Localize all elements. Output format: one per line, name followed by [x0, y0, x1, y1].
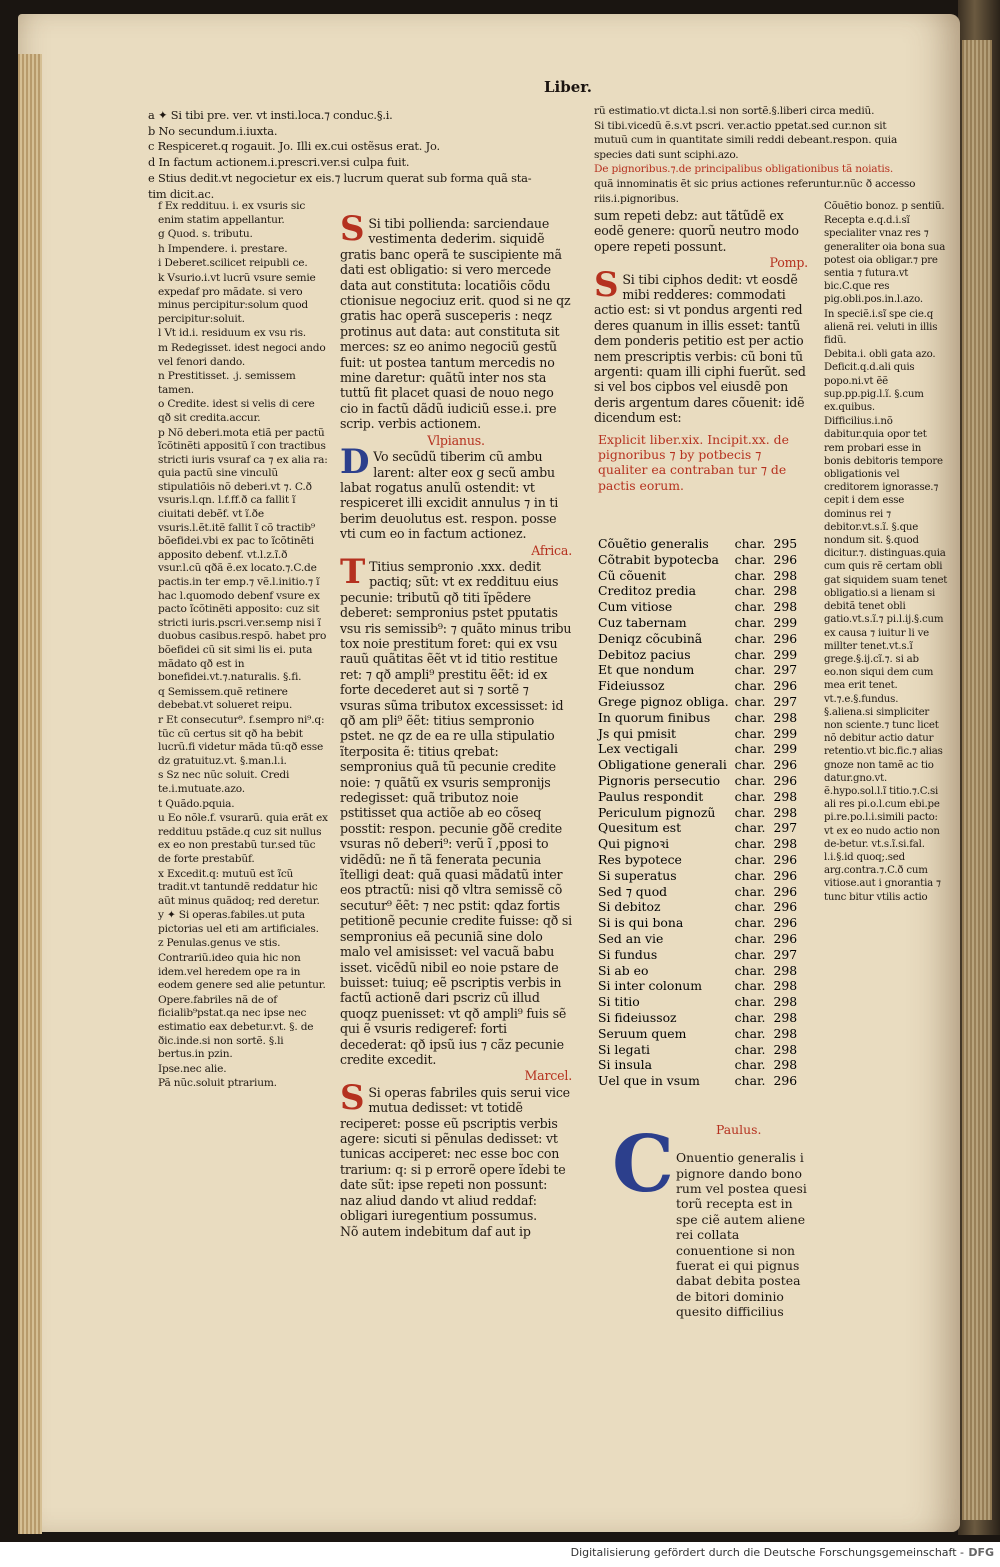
index-ch: char. — [734, 994, 766, 1010]
gloss-note: Cõuẽtio bonoz. p sentiũ. — [824, 201, 945, 212]
law-paragraph: S Si tibi ciphos dedit: vt eosdẽ mibi redderes: commodati actio est: si vt pondus argenti red deres quanum in illis esset: tantũ dem ponderis petitio est per actio nem prescriptis verbis: cũ boni tũ argenti: quam illi ciphi fuerũt. sed si vel bos cipbos vel eiusdẽ pon deris argentum dares cõuenit: idẽ dicendum est: — [594, 264, 806, 426]
index-row — [598, 741, 803, 757]
law-paragraph: Nõ autem indebitum daf aut ip — [340, 1224, 531, 1240]
index-ch: char. — [734, 1057, 766, 1073]
index-entry: Debitoz pacius — [598, 646, 691, 662]
index-row — [598, 931, 803, 947]
index-entry: Seruum quem — [598, 1025, 687, 1041]
index-entry: Qui pignoꝛi — [598, 836, 670, 852]
index-entry: Sed ⁊ quod — [598, 883, 668, 899]
index-num: 298 — [773, 599, 798, 615]
index-entry: Quesitum est — [598, 820, 682, 836]
gloss-line: a ✦ Si tibi pre. ver. vt insti.loca.⁊ conduc.§.i. — [148, 108, 393, 122]
chapter-index — [598, 536, 803, 1089]
gloss-note: t Quãdo.pquia. — [158, 797, 235, 810]
index-entry: Pignoris persecutio — [598, 772, 721, 788]
index-num: 299 — [773, 741, 798, 757]
index-row — [598, 631, 803, 647]
index-entry: Cõuẽtio generalis — [598, 536, 709, 551]
index-ch: char. — [734, 851, 766, 867]
law-paragraph: T Titius sempronio .xxx. dedit pactiq; sũt: vt ex reddituu eius pecunie: tributũ qð titi ĩpẽdere deberet: sempronius pstet pputatis vsu ris semissib⁹: ⁊ quãto minus tribu tox noie prestitum foret: qui ex vsu rauũ quãtitas ẽẽt vt id titio restitue ret: ⁊ qð ampli⁹ prestitu ẽẽt: id ex forte decederet aut si ⁊ sortẽ ⁊ vsuras sũma tributox excessisset: id qð am pli⁹ ẽẽt: titius sempronio pstet. ne qz de ea re ulla stipulatio ĩterposita ẽ: titius qrebat: sempronius quã tũ pecunie credite noie: ⁊ quãtũ ex vsuris sempronijs redegisset: quã tributoz noie pstitisset qua actiõe ab eo cõseq posstit: respon. pecunie gðẽ credite vsuras nõ deberi⁹: verũ ĩ ,pposi to vidẽdũ: ne ñ tã fenerata pecunia ĩtelligi deat: quã quasi mãdatũ inter eos ptractũ: nisi qð vltra semissẽ cõ secutur⁹ ẽẽt: ⁊ nec pstit: qdaz fortis petitionẽ pecunie credite fuisse: qð si sempronius eã pecuniã sine dolo malo vel amisisset: vel vacuã babu isset. vicẽdũ nibil eo noie pstare de buisset: tuiuq; eẽ pscriptis verbis in factũ actionẽ dari pscriz cũ illud quoqz puenisset: vt qð ampli⁹ fuis sẽ qui ẽ vsuris redigeref: forti decederat: qð ipsũ ius ⁊ cãz pecunie credite excedit. — [340, 551, 573, 1067]
gloss-note: Difficilius.i.nõ dabitur.quia opor tet rem probari esse in bonis debitoris tempore obligationis vel creditorem ignorasse.⁊ cepit i dem esse dominus rei ⁊ debitor.vt.s.ĩ. §.que nondum sit. §.quod dicitur.⁊. distinguas.quia cum quis rẽ certam obli gat siquidem suam tenet obligatio.si a lienam si debitã tenet obli gatio.vt.s.ĩ.⁊ pi.l.ij.§.cum ex causa ⁊ iuitur li ve millter tenet.vt.s.ĩ grege.§.ij.cĩ.⁊. si ab eo.non siqui dem cum mea erit tenet. vt.⁊.e.§.fundus. §.aliena.si simpliciter non sciente.⁊ tunc licet nõ debitur actio datur retentio.vt bic.fic.⁊ alias gnoze non tamẽ ac tio datur.gno.vt. ẽ.hypo.sol.l.ĩ titio.⁊.C.si ali res pi.o.l.cum ebi.pe pi.re.po.l.i.simili pacto: vt ex eo nudo actio non de-betur. vt.s.ĩ.si.fal. l.i.§.id quoq;.sed arg.contra.⁊.C.ð cum vitiose.aut i gnorantia ⁊ tunc bitur vtilis actio — [824, 416, 948, 903]
index-ch: char. — [734, 915, 766, 931]
index-ch: char. — [734, 1073, 766, 1089]
index-num: 296 — [773, 883, 798, 899]
index-num: 298 — [773, 804, 798, 820]
gloss-note: k Vsurio.i.vt lucrũ vsure semie expedaf pro mãdate. si vero minus percipitur:solum quod percipitur:soluit. — [158, 271, 316, 325]
index-ch: char. — [734, 1025, 766, 1041]
index-ch: char. — [734, 551, 766, 567]
index-row — [598, 615, 803, 631]
index-num: 296 — [773, 772, 798, 788]
index-num: 296 — [773, 551, 798, 567]
index-num: 298 — [773, 583, 798, 599]
index-row — [598, 773, 803, 789]
index-num: 298 — [773, 709, 798, 725]
index-entry: Creditoz predia — [598, 583, 697, 599]
index-row — [598, 884, 803, 900]
index-ch: char. — [734, 899, 766, 915]
index-entry: Si ab eo — [598, 962, 649, 978]
index-entry: Si is qui bona — [598, 915, 684, 931]
index-num: 298 — [773, 994, 798, 1010]
index-num: 297 — [773, 946, 798, 962]
gloss-line: d In factum actionem.i.prescri.ver.si culpa fuit. — [148, 155, 410, 170]
law-paragraph: S Si operas fabriles quis serui vice mutua dedisset: vt totidẽ reciperet: posse eũ pscriptis verbis agere: sicuti si pẽnulas dedisset: vt tunicas acciperet: nec esse boc con trarium: q: si p errorẽ opere ĩdebi te date sũt: ipse repeti non possunt: naz aliud dando vt aliud reddaf: obligari iuregentium possumus. — [340, 1077, 570, 1223]
gloss-top-right — [594, 105, 942, 207]
index-row — [598, 963, 803, 979]
index-row — [598, 1026, 803, 1042]
gloss-line: Si tibi.vicedũ ẽ.s.vt pscri. ver.actio ppetat.sed cur.non sit — [594, 119, 887, 132]
index-ch: char. — [734, 1041, 766, 1057]
index-row — [598, 805, 803, 821]
index-row — [598, 694, 803, 710]
law-paragraph: S Si tibi pollienda: sarciendaue vestimenta dederim. siquidẽ gratis banc operã te suscipiente mã dati est obligatio: si vero mercede data aut constituta: locatiõis cõdu ctionisue negociuz erit. quod si ne qz gratis hac operã susceperis : neqz protinus aut data: aut constituta sit merces: sz eo animo negociũ gestũ fuit: ut postea tantum mercedis no mine daretur: quãtũ inter nos sta tuttũ fit placet quasi de nouo nego cio in factũ dãdũ iudiciũ esse.i. pre scrip. verbis actionem. — [340, 209, 571, 432]
jurist-name: Paulus. — [716, 1122, 762, 1138]
dfg-logo: DFG — [968, 1546, 994, 1559]
index-row — [598, 978, 803, 994]
index-row — [598, 647, 803, 663]
index-num: 296 — [773, 915, 798, 931]
index-table — [598, 536, 803, 1089]
index-ch: char. — [734, 741, 766, 757]
gloss-note: x Excedit.q: mutuũ est ĩcũ tradit.vt tantundẽ reddatur hic aũt minus quãdoq; red deretur. — [158, 867, 320, 907]
index-num: 299 — [773, 646, 798, 662]
index-entry: Cũ cõuenit — [598, 567, 667, 583]
gloss-left-column — [158, 200, 328, 1092]
index-row — [598, 599, 803, 615]
index-row — [598, 662, 803, 678]
index-num: 298 — [773, 1025, 798, 1041]
gloss-note: u Eo nõle.f. vsurarũ. quia erãt ex reddituu pstãde.q cuz sit nullus ex eo non prestabũ tur.sed tũc de forte prestabũf. — [158, 812, 328, 865]
law-paragraph: D Vo secũdũ tiberim cũ ambu larent: alter eox g secũ ambu labat rogatus anulũ ostendit: vt respiceret illi excidit annulus ⁊ in ti berim deuolutus est. respon. posse vti cum eo in factum actionez. — [340, 442, 559, 542]
index-row — [598, 994, 803, 1010]
index-row — [598, 947, 803, 963]
gloss-line: species dati sunt sciphi.azo. — [594, 148, 739, 161]
index-entry: Si superatus — [598, 867, 677, 883]
index-ch: char. — [734, 978, 766, 994]
index-ch: char. — [734, 757, 766, 773]
index-num: 295 — [773, 536, 798, 551]
index-entry: Grege pignoz obliga. — [598, 693, 729, 709]
index-ch: char. — [734, 536, 766, 551]
jurist-name: Vlpianus. — [427, 432, 485, 448]
index-num: 298 — [773, 1041, 798, 1057]
gloss-note: l Vt id.i. residuum ex vsu ris. — [158, 327, 306, 340]
index-entry: Paulus respondit — [598, 788, 704, 804]
index-entry: Si debitoz — [598, 899, 661, 915]
index-row — [598, 836, 803, 852]
index-entry: Cõtrabit bypotecba — [598, 551, 719, 567]
index-entry: Si titio — [598, 994, 640, 1010]
index-num: 298 — [773, 978, 798, 994]
index-ch: char. — [734, 678, 766, 694]
gloss-note: In speciẽ.i.sĩ spe cie.q alienã rei. veluti in illis fidũ. — [824, 308, 938, 347]
index-ch: char. — [734, 709, 766, 725]
explicit-rubric: Explicit liber.xix. Incipit.xx. de pignoribus ⁊ by potbecis ⁊ qualiter ea contraban tur ⁊ de pactis eorum. — [598, 432, 789, 493]
index-ch: char. — [734, 583, 766, 599]
index-num: 298 — [773, 1057, 798, 1073]
index-row — [598, 1010, 803, 1026]
initial-S: S — [594, 264, 619, 305]
index-row — [598, 820, 803, 836]
gloss-note: y ✦ Si operas.fabiles.ut puta pictorias uel eti am artificiales. — [158, 909, 319, 935]
index-row — [598, 536, 803, 552]
jurist-name: Africa. — [531, 542, 572, 558]
index-num: 297 — [773, 662, 798, 678]
gloss-line: riis.i.pignoribus. — [594, 192, 679, 205]
index-ch: char. — [734, 820, 766, 836]
index-ch: char. — [734, 930, 766, 946]
index-num: 297 — [773, 693, 798, 709]
index-num: 299 — [773, 614, 798, 630]
footer-credit: Digitalisierung gefördert durch die Deutsche Forschungsgemeinschaft - — [570, 1546, 964, 1559]
index-ch: char. — [734, 962, 766, 978]
gloss-note: m Redegisset. idest negoci ando vel fenori dando. — [158, 341, 326, 368]
gloss-note: Pã nũc.soluit ptrarium. — [158, 1077, 277, 1090]
index-ch: char. — [734, 772, 766, 788]
main-text-right — [594, 208, 808, 427]
initial-S: S — [340, 209, 365, 249]
jurist-name: Pomp. — [769, 255, 808, 271]
index-num: 296 — [773, 867, 798, 883]
index-ch: char. — [734, 693, 766, 709]
gloss-note: p Nõ deberi.mota etiã per pactũ ĩcõtinẽti appositũ ĩ con tractibus stricti iuris vsuraf ca ⁊ ex alia ra: quia pactũ sine vinculũ stipulatiõis nõ deberi.vt ⁊. C.ð vsuris.l.qn. l.f.ff.ð ca fallit ĩ ciuitati debẽf. vt ĩ.ðe vsuris.l.ẽt.itẽ fallit ĩ cõ tractib⁹ bõefidei.vbi ex pac to ĩcõtinẽti apposito debenf. vt.l.z.ĩ.ð vsur.l.cũ qðã ẽ.ex locato.⁊.C.de pactis.in ter emp.⁊ vẽ.l.initio.⁊ ĩ hac l.quomodo debenf vsure ex pacto ĩcõtinẽti apposito: cuz sit stricti iuris.pscri.ver.semp nisi ĩ duobus casibus.respõ. habet pro bõefidei cũ sit simi lis ei. puta mãdato qð est in bonefidei.vt.⁊.naturalis. §.fi. — [158, 426, 328, 684]
gloss-line: b No secundum.i.iuxta. — [148, 123, 278, 138]
next-page-edge — [962, 40, 992, 1520]
index-ch: char. — [734, 662, 766, 678]
gloss-line: mutuũ cum in quantitate simili reddi debeant.respon. quia — [594, 134, 898, 147]
gloss-note: n Prestitisset. .j. semissem tamen. — [158, 370, 296, 396]
index-num: 296 — [773, 851, 798, 867]
index-ch: char. — [734, 1009, 766, 1025]
index-num: 298 — [773, 788, 798, 804]
index-num: 298 — [773, 836, 798, 852]
gloss-line: tim dicit.ac. — [148, 186, 214, 201]
gloss-note: g Quod. s. tributu. — [158, 228, 253, 241]
index-ch: char. — [734, 836, 766, 852]
gloss-line: c Respiceret.q rogauit. Jo. Illi ex.cui ostẽsus erat. Jo. — [148, 139, 440, 154]
index-ch: char. — [734, 646, 766, 662]
gloss-note: i Deberet.scilicet reipubli ce. — [158, 257, 308, 270]
gloss-note: r Et consecutur⁹. f.sempro ni⁹.q: tũc cũ certus sit qð ha bebit lucrũ.fi videtur mãda tũ:qð esse dz gratuituz.vt. §.man.l.i. — [158, 713, 325, 767]
index-entry: Lex vectigali — [598, 741, 678, 757]
index-row — [598, 1042, 803, 1058]
index-entry: Sed an vie — [598, 930, 664, 946]
index-row — [598, 710, 803, 726]
running-head: Liber. — [544, 78, 593, 96]
index-entry: Si legati — [598, 1041, 650, 1057]
index-row — [598, 789, 803, 805]
index-entry: Et que nondum — [598, 662, 695, 678]
index-ch: char. — [734, 883, 766, 899]
index-entry: Si inter colonum — [598, 978, 703, 994]
main-text-center — [340, 209, 573, 1241]
gloss-note: o Credite. idest si velis di cere qð sit credita.accur. — [158, 398, 315, 424]
index-row — [598, 915, 803, 931]
index-row — [598, 678, 803, 694]
index-num: 296 — [773, 757, 798, 773]
initial-C-blue: C — [612, 1119, 675, 1210]
gloss-note: Contrariũ.ideo quia hic non idem.vel heredem ope ra in eodem genere sed alie petuntur. — [158, 952, 326, 992]
initial-T: T — [340, 551, 366, 592]
gloss-right-column — [824, 200, 948, 905]
index-ch: char. — [734, 788, 766, 804]
gloss-note: z Penulas.genus ve stis. — [158, 937, 281, 950]
gloss-note: Opere.fabriles nã de of ficialib⁹pstat.qa nec ipse nec estimatio eax debetur.vt. §. de ðic.inde.si non sortẽ. §.li bertus.in pzin. — [158, 993, 314, 1061]
footer-bar — [0, 1542, 1000, 1567]
law-paragraph: sum repeti debz: aut tãtũdẽ ex eodẽ genere: quorũ neutro modo opere repeti possunt. — [594, 208, 799, 254]
index-entry: Res bypotece — [598, 851, 682, 867]
initial-S: S — [340, 1077, 365, 1118]
gloss-top — [148, 108, 568, 202]
index-num: 298 — [773, 1009, 798, 1025]
gloss-note: f Ex reddituu. i. ex vsuris sic enim statim appellantur. — [158, 200, 306, 226]
index-entry: Si fideiussoz — [598, 1009, 677, 1025]
index-num: 299 — [773, 725, 798, 741]
index-entry: Cuz tabernam — [598, 614, 687, 630]
index-num: 296 — [773, 930, 798, 946]
gloss-note: h Impendere. i. prestare. — [158, 242, 288, 255]
gloss-note: Recepta e.q.d.i.sĩ specialiter vnaz res ⁊ generaliter oia bona sua potest oia obligar.⁊ pre sentia ⁊ futura.vt bic.C.que res pig.obli.pos.in.l.azo. — [824, 215, 946, 306]
index-num: 296 — [773, 678, 798, 694]
index-entry: Periculum pignozũ — [598, 804, 716, 820]
index-row — [598, 757, 803, 773]
gloss-line: De pignoribus.⁊.de principalibus obligationibus tã noiatis. — [594, 163, 894, 176]
page-stack-edge — [18, 54, 42, 1534]
jurist-name: Marcel. — [524, 1068, 572, 1084]
gloss-note: s Sz nec nũc soluit. Credi te.i.mutuate.azo. — [158, 769, 290, 795]
index-row — [598, 726, 803, 742]
index-entry: Js qui pmisit — [598, 725, 677, 741]
gloss-note: Debita.i. obli gata azo. Deficit.q.d.ali quis popo.ni.vt ẽẽ sup.pp.pig.l.ĩ. §.cum ex.quibus. — [824, 349, 936, 414]
index-entry: Si insula — [598, 1057, 653, 1073]
index-row — [598, 899, 803, 915]
index-entry: In quorum finibus — [598, 709, 711, 725]
index-num: 298 — [773, 567, 798, 583]
index-ch: char. — [734, 725, 766, 741]
index-num: 296 — [773, 899, 798, 915]
index-row — [598, 1057, 803, 1073]
index-row — [598, 552, 803, 568]
initial-D: D — [340, 442, 370, 483]
index-num: 298 — [773, 962, 798, 978]
index-entry: Obligatione generali — [598, 757, 727, 773]
index-entry: Deniqz cõcubinã — [598, 630, 703, 646]
index-row — [598, 868, 803, 884]
index-entry: Fideiussoz — [598, 678, 665, 694]
index-ch: char. — [734, 567, 766, 583]
index-ch: char. — [734, 599, 766, 615]
index-ch: char. — [734, 804, 766, 820]
gloss-line: rũ estimatio.vt dicta.l.si non sortẽ.§.liberi circa mediũ. — [594, 105, 875, 117]
index-ch: char. — [734, 630, 766, 646]
index-entry: Cum vitiose — [598, 599, 673, 615]
gloss-line: quã innominatis ẽt sic prius actiones referuntur.nũc ð accesso — [594, 177, 916, 190]
index-ch: char. — [734, 867, 766, 883]
index-ch: char. — [734, 614, 766, 630]
index-row — [598, 568, 803, 584]
index-row — [598, 1073, 803, 1089]
index-ch: char. — [734, 946, 766, 962]
index-num: 296 — [773, 1073, 798, 1089]
law-paragraph: Onuentio generalis i pignore dando bono rum vel postea quesi torũ recepta est in spe ciẽ autem aliene rei collata conuentione si non fuerat ei qui pignus dabat debita postea de bitori dominio quesito difficilius — [676, 1150, 807, 1320]
gloss-note: q Semissem.quẽ retinere debebat.vt solueret reipu. — [158, 685, 293, 712]
index-num: 296 — [773, 630, 798, 646]
index-entry: Uel que in vsum — [598, 1073, 700, 1089]
index-num: 297 — [773, 820, 798, 836]
gloss-note: Ipse.nec alie. — [158, 1062, 227, 1075]
index-entry: Si fundus — [598, 946, 658, 962]
index-row — [598, 852, 803, 868]
gloss-line: e Stius dedit.vt negocietur ex eis.⁊ lucrum querat sub forma quã sta- — [148, 170, 532, 185]
index-row — [598, 583, 803, 599]
